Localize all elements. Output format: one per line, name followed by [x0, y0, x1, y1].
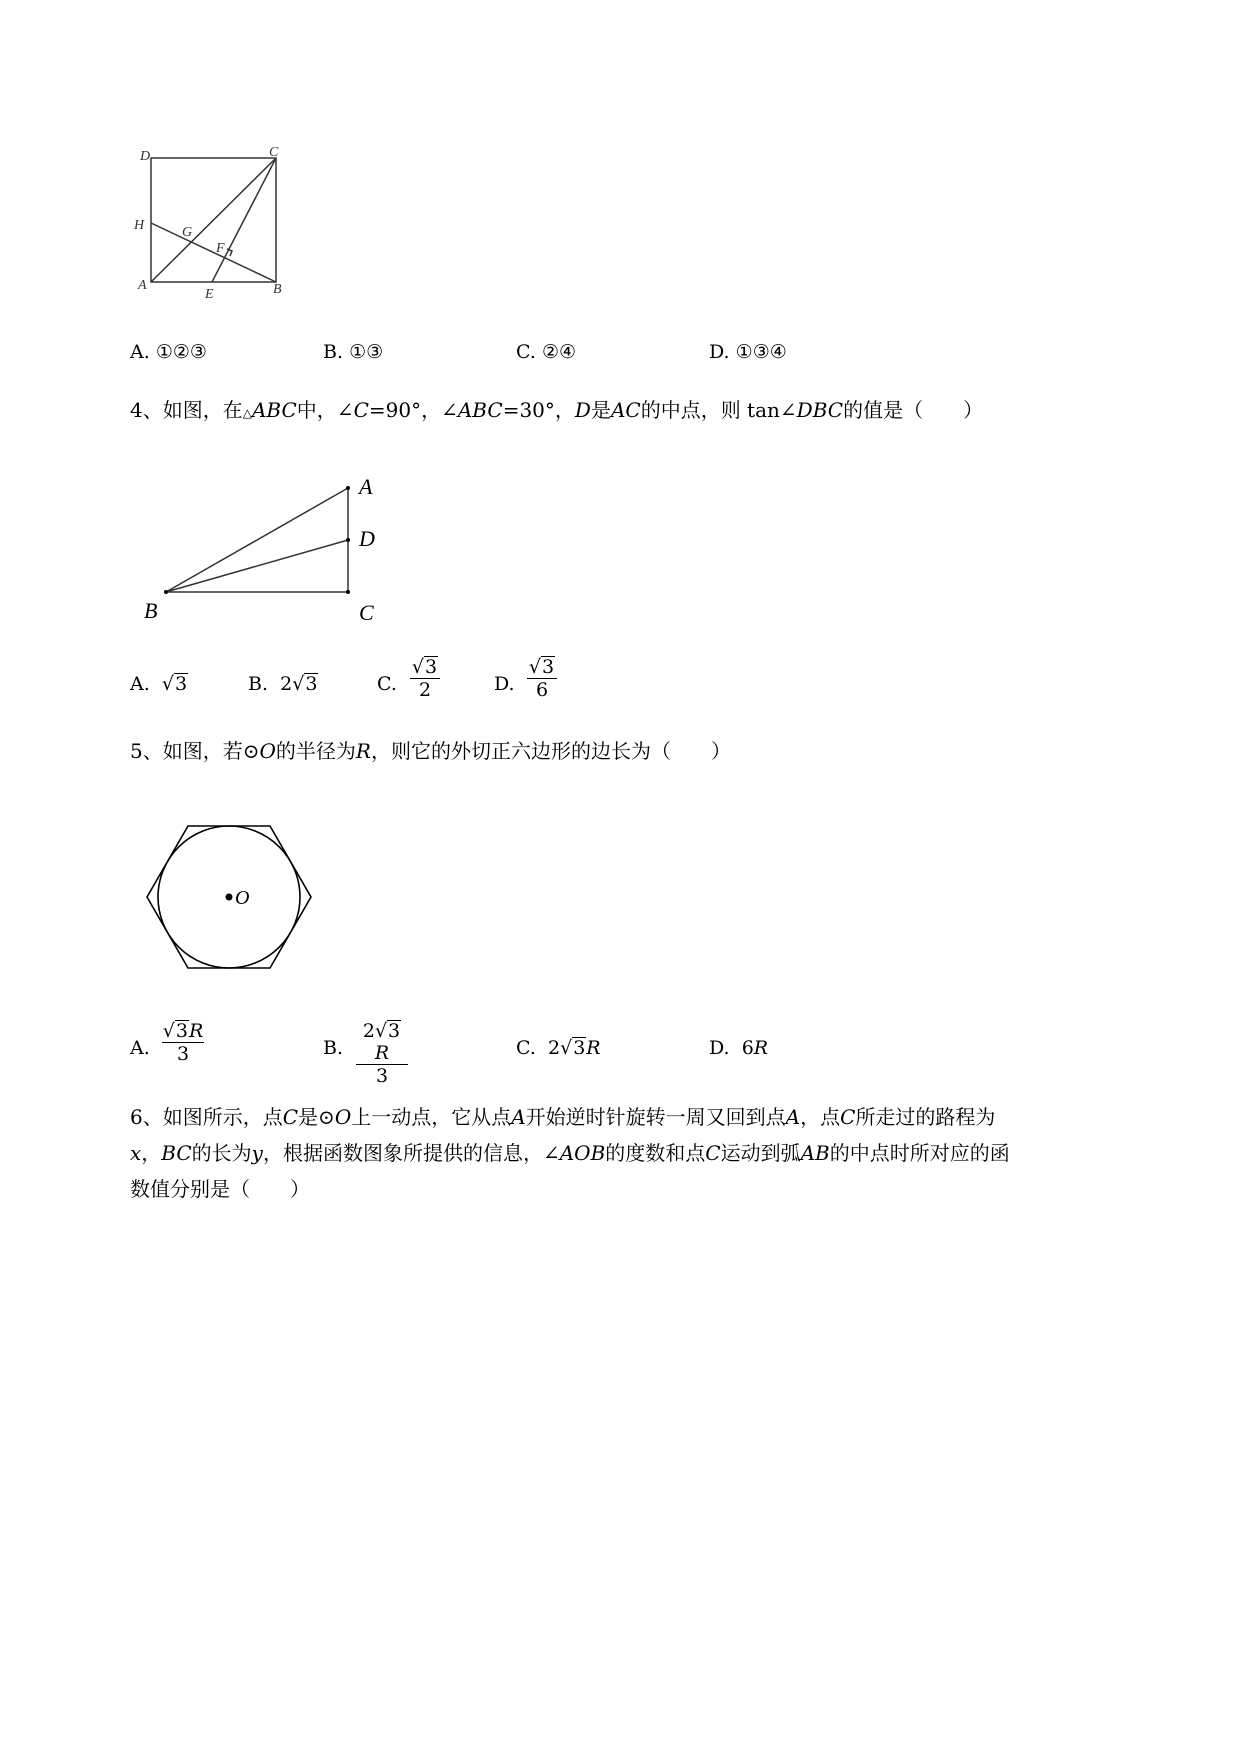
option-b-fraction[interactable]: 2√3R 3 — [356, 1020, 408, 1087]
label-a: A — [138, 278, 147, 293]
label-c: C — [269, 145, 279, 160]
line-ce — [212, 158, 276, 282]
label-d: D — [359, 526, 375, 551]
q4-stem: 4、如图，在△ABC中，∠C=90°，∠ABC=30°，D是AC的中点，则 tan∠DBC的值是（ ） — [130, 398, 984, 422]
label-a: A — [359, 474, 373, 499]
option-c-fraction[interactable]: √3 2 — [410, 656, 440, 701]
q5-stem: 5、如图，若⊙O的半径为R，则它的外切正六边形的边长为（ ） — [130, 739, 731, 763]
option-d[interactable]: D. 6R — [709, 1037, 769, 1059]
option-b[interactable]: B. ①③ — [323, 341, 384, 363]
q5-hexagon-figure — [140, 820, 320, 980]
label-b: B — [273, 282, 282, 297]
option-c[interactable]: C. 2√3R — [516, 1037, 601, 1059]
q6-line-3: 数值分别是（ ） — [130, 1177, 310, 1201]
label-f: F — [216, 241, 225, 256]
q3-square-figure — [134, 145, 320, 305]
label-g: G — [182, 225, 193, 240]
q6-line-2: x，BC的长为y，根据函数图象所提供的信息，∠AOB的度数和点C运动到弧AB的中点时所对应的函 — [130, 1141, 1010, 1165]
q6-line-1: 6、如图所示，点C是⊙O上一动点，它从点A开始逆时针旋转一周又回到点A，点C所走过的路程为 — [130, 1105, 996, 1129]
label-b: B — [144, 598, 158, 623]
option-d-letter[interactable]: D. — [494, 673, 515, 695]
label-o: O — [235, 887, 250, 909]
option-d-fraction[interactable]: √3 6 — [527, 656, 557, 701]
diagonal-ac — [151, 158, 276, 282]
option-d[interactable]: D. ①③④ — [709, 341, 787, 363]
q4-triangle-figure — [140, 470, 400, 630]
label-c: C — [359, 600, 374, 625]
option-a-fraction[interactable]: √3R 3 — [162, 1020, 204, 1065]
option-a-letter[interactable]: A. — [130, 1037, 150, 1059]
center-point — [226, 894, 233, 901]
option-a[interactable]: A. √3 — [130, 673, 188, 695]
label-h: H — [134, 218, 145, 233]
label-e: E — [205, 287, 214, 302]
option-b-letter[interactable]: B. — [323, 1037, 344, 1059]
option-a[interactable]: A. ①②③ — [130, 341, 207, 363]
option-c-letter[interactable]: C. — [377, 673, 397, 695]
side-ba — [166, 488, 348, 592]
side-bd — [166, 540, 348, 592]
option-b[interactable]: B. 2√3 — [248, 673, 318, 695]
label-d: D — [140, 149, 151, 164]
option-c[interactable]: C. ②④ — [516, 341, 577, 363]
line-hb — [151, 223, 276, 282]
